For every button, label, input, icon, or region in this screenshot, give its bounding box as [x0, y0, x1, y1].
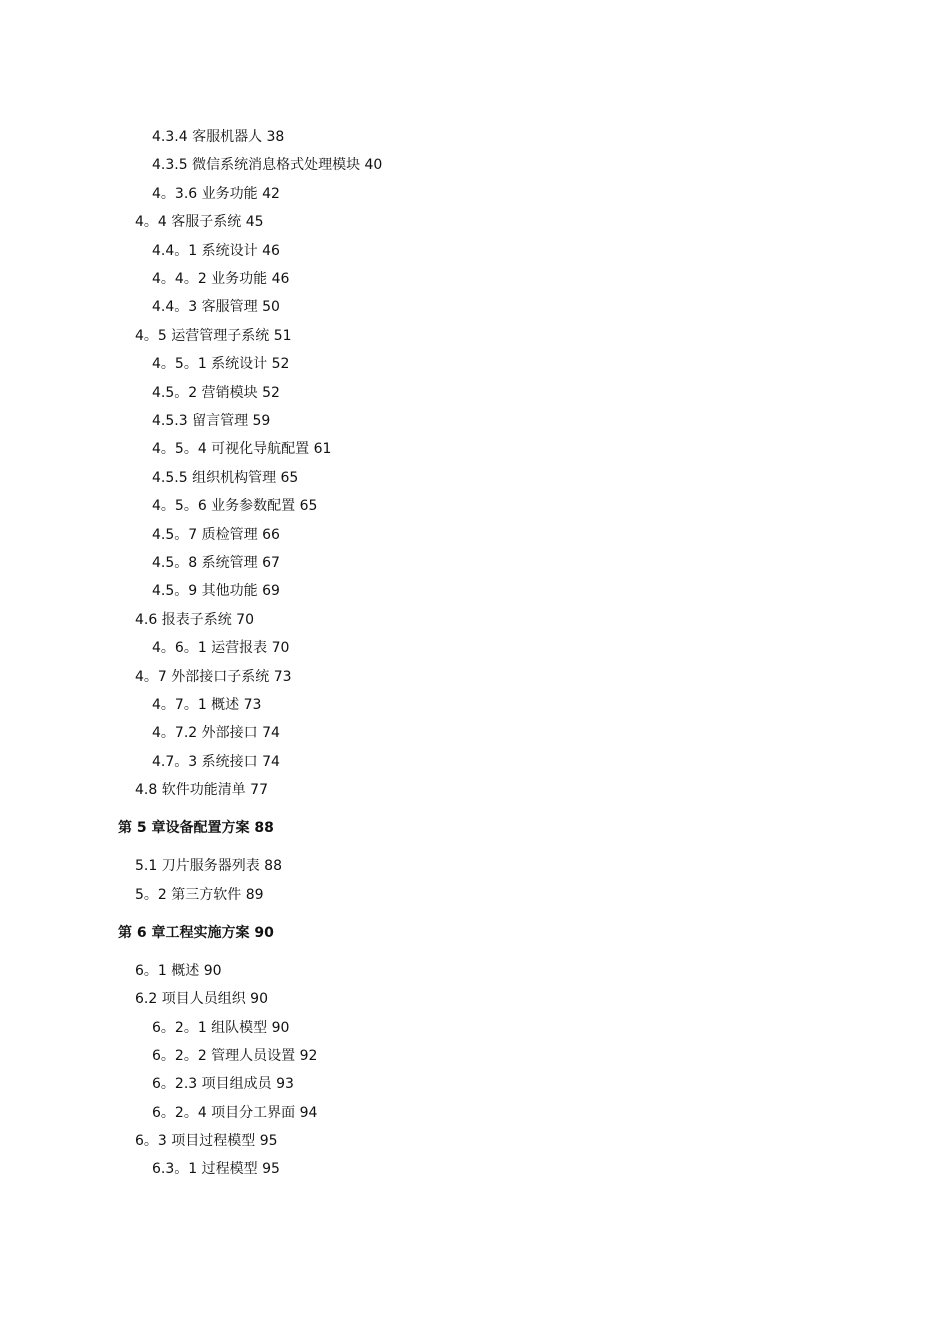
- toc-entry[interactable]: 4.5.3 留言管理 59: [152, 413, 271, 429]
- toc-entry[interactable]: 4.6 报表子系统 70: [135, 612, 254, 628]
- toc-entry[interactable]: 4。7.2 外部接口 74: [152, 725, 280, 741]
- toc-entry[interactable]: 6。3 项目过程模型 95: [135, 1133, 278, 1149]
- toc-entry[interactable]: 4.8 软件功能清单 77: [135, 782, 268, 798]
- toc-entry[interactable]: 4.4。1 系统设计 46: [152, 243, 280, 259]
- toc-entry[interactable]: 4.5。9 其他功能 69: [152, 583, 280, 599]
- toc-entry[interactable]: 6。2.3 项目组成员 93: [152, 1076, 294, 1092]
- toc-entry[interactable]: 6.2 项目人员组织 90: [135, 991, 268, 1007]
- toc-entry[interactable]: 5。2 第三方软件 89: [135, 887, 264, 903]
- toc-entry[interactable]: 4。5。1 系统设计 52: [152, 356, 290, 372]
- toc-entry[interactable]: 4。6。1 运营报表 70: [152, 640, 290, 656]
- toc-entry[interactable]: 4.5。8 系统管理 67: [152, 555, 280, 571]
- toc-entry[interactable]: 6。2。4 项目分工界面 94: [152, 1105, 318, 1121]
- toc-entry[interactable]: 4。7 外部接口子系统 73: [135, 669, 292, 685]
- toc-entry[interactable]: 4。7。1 概述 73: [152, 697, 262, 713]
- toc-entry[interactable]: 4.3.5 微信系统消息格式处理模块 40: [152, 157, 383, 173]
- toc-entry[interactable]: 4.4。3 客服管理 50: [152, 299, 280, 315]
- toc-entry[interactable]: 4。4 客服子系统 45: [135, 214, 264, 230]
- toc-entry[interactable]: 4.7。3 系统接口 74: [152, 754, 280, 770]
- toc-entry[interactable]: 6.3。1 过程模型 95: [152, 1161, 280, 1177]
- toc-entry[interactable]: 5.1 刀片服务器列表 88: [135, 858, 282, 874]
- toc-entry[interactable]: 4.5.5 组织机构管理 65: [152, 470, 299, 486]
- toc-entry[interactable]: 6。1 概述 90: [135, 963, 222, 979]
- toc-entry[interactable]: 4.5。7 质检管理 66: [152, 527, 280, 543]
- toc-entry[interactable]: 4。5。4 可视化导航配置 61: [152, 441, 332, 457]
- toc-entry[interactable]: 6。2。2 管理人员设置 92: [152, 1048, 318, 1064]
- toc-entry[interactable]: 4.5。2 营销模块 52: [152, 385, 280, 401]
- toc-entry[interactable]: 4。5。6 业务参数配置 65: [152, 498, 318, 514]
- toc-entry[interactable]: 6。2。1 组队模型 90: [152, 1020, 290, 1036]
- toc-chapter-heading[interactable]: 第 6 章工程实施方案 90: [118, 925, 274, 941]
- toc-entry[interactable]: 4。5 运营管理子系统 51: [135, 328, 292, 344]
- toc-entry[interactable]: 4。4。2 业务功能 46: [152, 271, 290, 287]
- toc-entry[interactable]: 4。3.6 业务功能 42: [152, 186, 280, 202]
- toc-chapter-heading[interactable]: 第 5 章设备配置方案 88: [118, 820, 274, 836]
- toc-entry[interactable]: 4.3.4 客服机器人 38: [152, 129, 285, 145]
